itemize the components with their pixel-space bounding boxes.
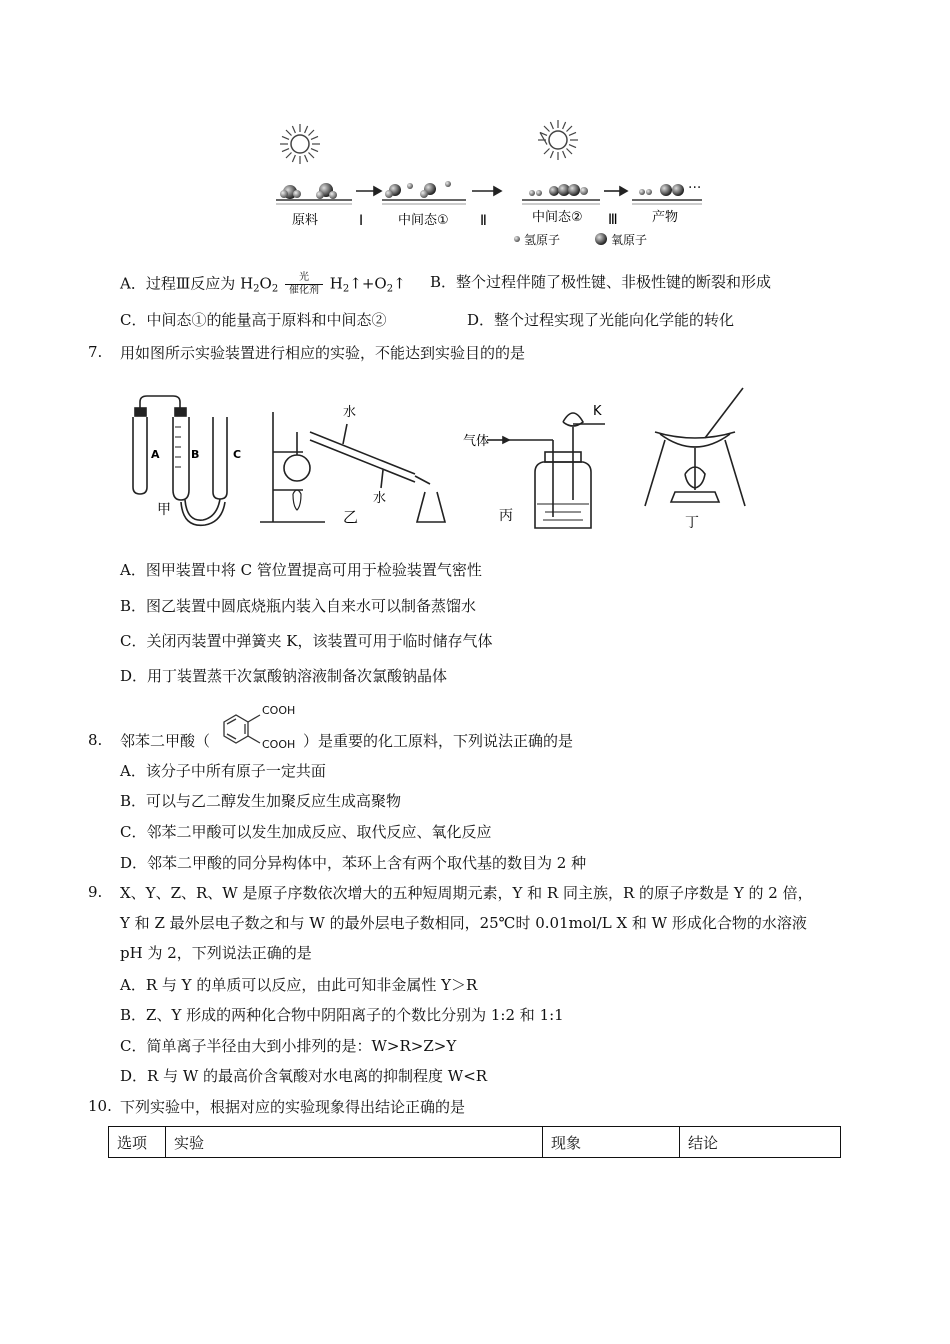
- label-raw: 原料: [292, 213, 319, 228]
- q9-option-a: A．R 与 Y 的单质可以反应，由此可知非金属性 Y＞R: [120, 976, 478, 994]
- sun-icon: [538, 120, 578, 160]
- q6-option-d: D．整个过程实现了光能向化学能的转化: [467, 311, 735, 329]
- q10-number: 10.: [88, 1097, 112, 1115]
- label-water-2: 水: [373, 491, 387, 506]
- q6-option-c: C．中间态①的能量高于原料和中间态②: [120, 311, 387, 329]
- q8-number: 8.: [88, 731, 103, 749]
- product-molecules: [639, 180, 701, 196]
- table-header-row: [109, 1127, 841, 1158]
- apparatus-yi: [260, 412, 445, 522]
- mid2-molecules: [529, 184, 588, 196]
- q9-option-b: B．Z、Y 形成的两种化合物中阴阳离子的个数比分别为 1:2 和 1:1: [120, 1006, 564, 1024]
- label-ding: 丁: [685, 515, 699, 531]
- q9-stem-line-2: Y 和 Z 最外层电子数之和与 W 的最外层电子数相同，25℃时 0.01mol/L X 和 W 形成化合物的水溶液: [120, 914, 807, 932]
- label-step2: Ⅱ: [480, 213, 487, 229]
- label-yi: 乙: [343, 508, 359, 526]
- tube-a-label: A: [151, 448, 160, 461]
- header-phenomenon: 现象: [543, 1127, 680, 1158]
- q6-reaction-figure: [270, 118, 710, 258]
- q9-number: 9.: [88, 883, 103, 901]
- label-step3: Ⅲ: [608, 212, 618, 228]
- reaction-condition: $\frac{\text{光}}{\text{催化剂}}$: [285, 272, 323, 297]
- header-experiment: 实验: [166, 1127, 543, 1158]
- cooh-bottom: COOH: [262, 738, 296, 751]
- q8-stem-post: ）是重要的化工原料，下列说法正确的是: [303, 732, 574, 750]
- header-conclusion: 结论: [680, 1127, 841, 1158]
- label-mid1: 中间态①: [398, 213, 449, 228]
- q7-stem: 用如图所示实验装置进行相应的实验，不能达到实验目的的是: [120, 344, 526, 362]
- label-mid2: 中间态②: [532, 210, 583, 225]
- cooh-top: COOH: [262, 704, 296, 717]
- legend-o: 氧原子: [611, 233, 648, 247]
- label-water-1: 水: [343, 405, 357, 420]
- label-clamp-k: K: [593, 404, 602, 419]
- header-option: 选项: [109, 1127, 166, 1158]
- tube-b-label: B: [191, 448, 200, 461]
- label-step1: Ⅰ: [359, 213, 364, 229]
- q6-option-a: A．过程Ⅲ反应为 $H_2O_2$ $\frac{\text{光}}{\text{催化剂}}$ $H_2↑+O_2↑$: [120, 272, 406, 296]
- label-bing: 丙: [499, 508, 513, 524]
- q10-stem: 下列实验中，根据对应的实验现象得出结论正确的是: [120, 1098, 466, 1116]
- legend-h: 氢原子: [524, 233, 561, 247]
- q7-option-d: D．用丁装置蒸干次氯酸钠溶液制备次氯酸钠晶体: [120, 667, 448, 685]
- q9-stem-line-1: X、Y、Z、R、W 是原子序数依次增大的五种短周期元素，Y 和 R 同主族，R 的原子序数是 Y 的 2 倍，: [120, 884, 813, 902]
- apparatus-ding: [645, 388, 745, 506]
- apparatus-jia: [133, 396, 227, 525]
- q10-table: [108, 1126, 841, 1158]
- label-jia: 甲: [157, 502, 171, 518]
- q7-number: 7.: [88, 343, 103, 361]
- q9-option-d: D．R 与 W 的最高价含氧酸对水电离的抑制程度 W<R: [120, 1067, 488, 1085]
- q8-stem-pre: 邻苯二甲酸（: [120, 732, 211, 750]
- mid1-molecules: [385, 181, 451, 198]
- q6-option-b: B．整个过程伴随了极性键、非极性键的断裂和形成: [430, 273, 772, 291]
- sun-icon: [280, 124, 320, 164]
- q9-option-c: C．简单离子半径由大到小排列的是：W>R>Z>Y: [120, 1037, 457, 1055]
- ellipsis: ···: [688, 180, 702, 196]
- q8-option-a: A．该分子中所有原子一定共面: [120, 762, 326, 780]
- q7-option-c: C．关闭丙装置中弹簧夹 K，该装置可用于临时储存气体: [120, 632, 493, 650]
- label-product: 产物: [652, 210, 679, 225]
- q8-option-d: D．邻苯二甲酸的同分异构体中，苯环上含有两个取代基的数目为 2 种: [120, 854, 587, 872]
- q8-option-b: B．可以与乙二醇发生加聚反应生成高聚物: [120, 792, 402, 810]
- q7-option-b: B．图乙装置中圆底烧瓶内装入自来水可以制备蒸馏水: [120, 597, 477, 615]
- q7-apparatus-figure: [125, 382, 765, 532]
- q8-option-c: C．邻苯二甲酸可以发生加成反应、取代反应、氧化反应: [120, 823, 492, 841]
- tube-c-label: C: [233, 448, 242, 461]
- q7-option-a: A．图甲装置中将 C 管位置提高可用于检验装置气密性: [120, 561, 482, 579]
- label-gas: 气体: [463, 434, 490, 449]
- q9-stem-line-3: pH 为 2，下列说法正确的是: [120, 944, 312, 962]
- raw-molecules: [280, 183, 337, 199]
